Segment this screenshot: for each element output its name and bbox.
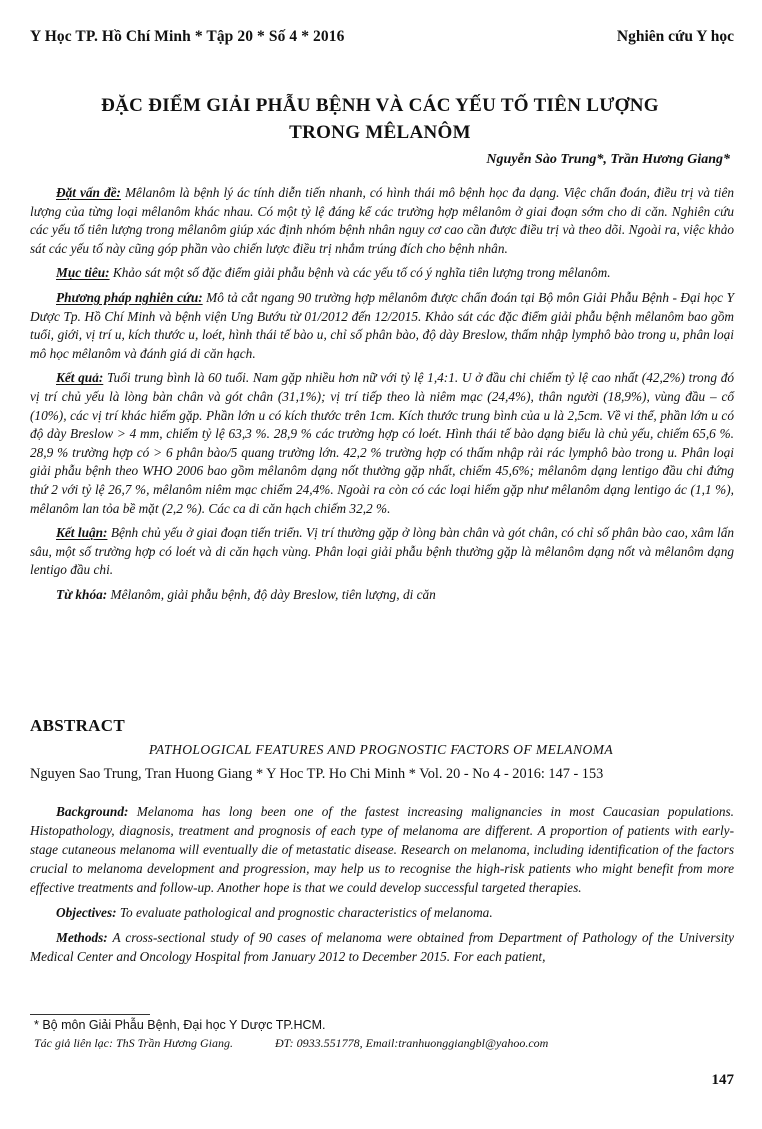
vn-methods-label: Phương pháp nghiên cứu: xyxy=(56,289,203,305)
vn-objective xyxy=(30,264,734,283)
vn-conclusion-text: Bệnh chủ yếu ở giai đoạn tiến triển. Vị trí thường gặp ở lòng bàn chân và gót chân, có chỉ số phân bào cao, xâm lấn sâu, một số trường hợp có loét và di căn hạch vùng. Phân loại giải phẫu bệnh thường gặp là mêlanôm dạng nốt và mêlanôm dạng lentigo đầu chi. xyxy=(30,525,734,578)
vn-background-text: Mêlanôm là bệnh lý ác tính diễn tiến nhanh, có hình thái mô bệnh học đa dạng. Việc chẩn đoán, điều trị và tiên lượng của từng loại mêlanôm khác nhau. Có một tỷ lệ đáng kể các trường hợp mêlanôm ở giai đoạn sớm cho di căn. Nghiên cứu các yếu tố tiên lượng trong mêlanôm giúp xác định nhóm bệnh nhân nguy cơ cao cần được điều trị và theo dõi. Ngoài ra, việc khảo sát các yếu tố này cũng góp phần vào chiến lược điều trị nhắm trúng đích cho bệnh nhân. xyxy=(30,185,734,256)
affiliation-footnote: * Bộ môn Giải Phẫu Bệnh, Đại học Y Dược TP.HCM. xyxy=(34,1018,326,1032)
vn-keywords xyxy=(30,586,734,605)
vn-methods-text: Mô tả cắt ngang 90 trường hợp mêlanôm được chẩn đoán tại Bộ môn Giải Phẫu Bệnh - Đại học Y Dược Tp. Hồ Chí Minh và bệnh viện Ung Bướu từ 01/2012 đến 12/2015. Khảo sát các đặc điểm giải phẫu bệnh mêlanôm bao gồm tuổi, giới, vị trí u, kích thước u, loét, hình thái tế bào u, chỉ số phân bào, độ dày Breslow, thấm nhập lymphô bào trong u, phân loại mô học mêlanôm và đánh giá di căn hạch. xyxy=(30,289,734,361)
authors: Nguyễn Sào Trung*, Trần Hương Giang* xyxy=(486,152,730,167)
en-objectives-label: Objectives: xyxy=(56,905,117,920)
contact-details: ĐT: 0933.551778, Email:tranhuonggiangbl@yahoo.com xyxy=(274,1036,549,1050)
vn-results xyxy=(30,369,734,518)
article-title xyxy=(40,92,720,146)
vn-background-label: Đặt vấn đề: xyxy=(56,185,121,200)
vn-keywords-text: Mêlanôm, giải phẫu bệnh, độ dày Breslow, tiên lượng, di căn xyxy=(107,586,436,602)
section-label: Nghiên cứu Y học xyxy=(616,28,734,45)
vn-keywords-label: Từ khóa: xyxy=(56,586,108,602)
en-methods-label: Methods: xyxy=(56,930,108,945)
en-background-label: Background: xyxy=(56,804,129,819)
en-objectives-text: To evaluate pathological and prognostic characteristics of melanoma. xyxy=(116,905,493,920)
en-background xyxy=(30,802,734,897)
footnote-divider xyxy=(30,1014,150,1015)
vn-methods xyxy=(30,289,734,363)
vn-results-text: Tuổi trung bình là 60 tuổi. Nam gặp nhiều hơn nữ với tỷ lệ 1,4:1. U ở đầu chi chiếm tỷ lệ cao nhất (42,2%) trong đó vị trí chủ yếu là lòng bàn chân và gót chân (31,1%); vị trí tiếp theo là niêm mạc (24,4%), thân người (18,9%), vùng đầu – cổ (10%), các vị trí khác hiếm gặp. Phần lớn u có kích thước trên 1cm. Kích thước trung bình của u là 2,5cm. Về vi thể, phần lớn u có độ dày Breslow > 4 mm, chiếm tỷ lệ 63,3 %. 28,9 % các trường hợp có loét. Hình thái tế bào dạng biểu là chủ yếu, chiếm 65,6 %. 28,9 % trường hợp có > 6 phân bào/5 quang trường lớn. 42,2 % trường hợp có thấm nhập rải rác lymphô bào trong u. Phân loại giải phẫu bệnh theo WHO 2006 bao gồm mêlanôm dạng nốt thường gặp nhất, chiếm 45,6%; mêlanôm dạng lentigo đầu chi đứng thứ 2 với tỷ lệ 26,7 %, mêlanôm niêm mạc chiếm 24,4%. Ngoài ra còn có các loại hiếm gặp như mêlanôm dạng lentigo ác (1,1 %), mêlanôm lan tỏa bề mặt (2,2 %). Các ca di căn hạch chiếm 32,2 %. xyxy=(30,370,734,516)
vn-results-label: Kết quả: xyxy=(56,370,104,386)
abstract-heading: ABSTRACT xyxy=(30,716,125,735)
english-title: PATHOLOGICAL FEATURES AND PROGNOSTIC FACTORS OF MELANOMA xyxy=(148,742,614,757)
contact-footnote xyxy=(34,1036,548,1051)
vn-objective-text: Khảo sát một số đặc điểm giải phẫu bệnh và các yếu tố có ý nghĩa tiên lượng trong mêlanôm. xyxy=(109,265,611,281)
citation: Nguyen Sao Trung, Tran Huong Giang * Y Hoc TP. Ho Chi Minh * Vol. 20 - No 4 - 2016: 147 - 153 xyxy=(30,766,604,782)
en-objectives xyxy=(30,903,734,922)
vn-objective-label: Mục tiêu: xyxy=(56,265,110,281)
vn-conclusion xyxy=(30,524,734,580)
page-number: 147 xyxy=(711,1072,734,1088)
title-line-1: ĐẶC ĐIỂM GIẢI PHẪU BỆNH VÀ CÁC YẾU TỐ TIÊN LƯỢNG xyxy=(101,95,659,116)
en-background-text: Melanoma has long been one of the fastest increasing malignancies in most Caucasian populations. Histopathology, diagnosis, treatment and prognosis of each type of melanoma are different. A proportion of patients with early-stage cutaneous melanoma will eventually die of metastatic disease. Research on melanoma, including identification of the factors crucial to melanoma development and progression, may help us to recognise the high-risk patients who might benefit from more effective treatments and follow-up. Another hope is that we could develop successful targeted therapies. xyxy=(30,804,734,895)
contact-author: Tác giả liên lạc: ThS Trần Hương Giang. xyxy=(34,1036,233,1050)
title-line-2: TRONG MÊLANÔM xyxy=(289,122,471,143)
vietnamese-abstract xyxy=(30,184,734,610)
vn-conclusion-label: Kết luận: xyxy=(56,525,108,541)
journal-header: Y Học TP. Hồ Chí Minh * Tập 20 * Số 4 * 2016 xyxy=(30,28,345,45)
en-methods-text: A cross-sectional study of 90 cases of melanoma were obtained from Department of Pathology of the University Medical Center and Oncology Hospital from January 2012 to December 2015. For each patient, xyxy=(30,930,734,964)
english-abstract xyxy=(30,802,734,972)
en-methods xyxy=(30,928,734,966)
vn-background xyxy=(30,184,734,258)
